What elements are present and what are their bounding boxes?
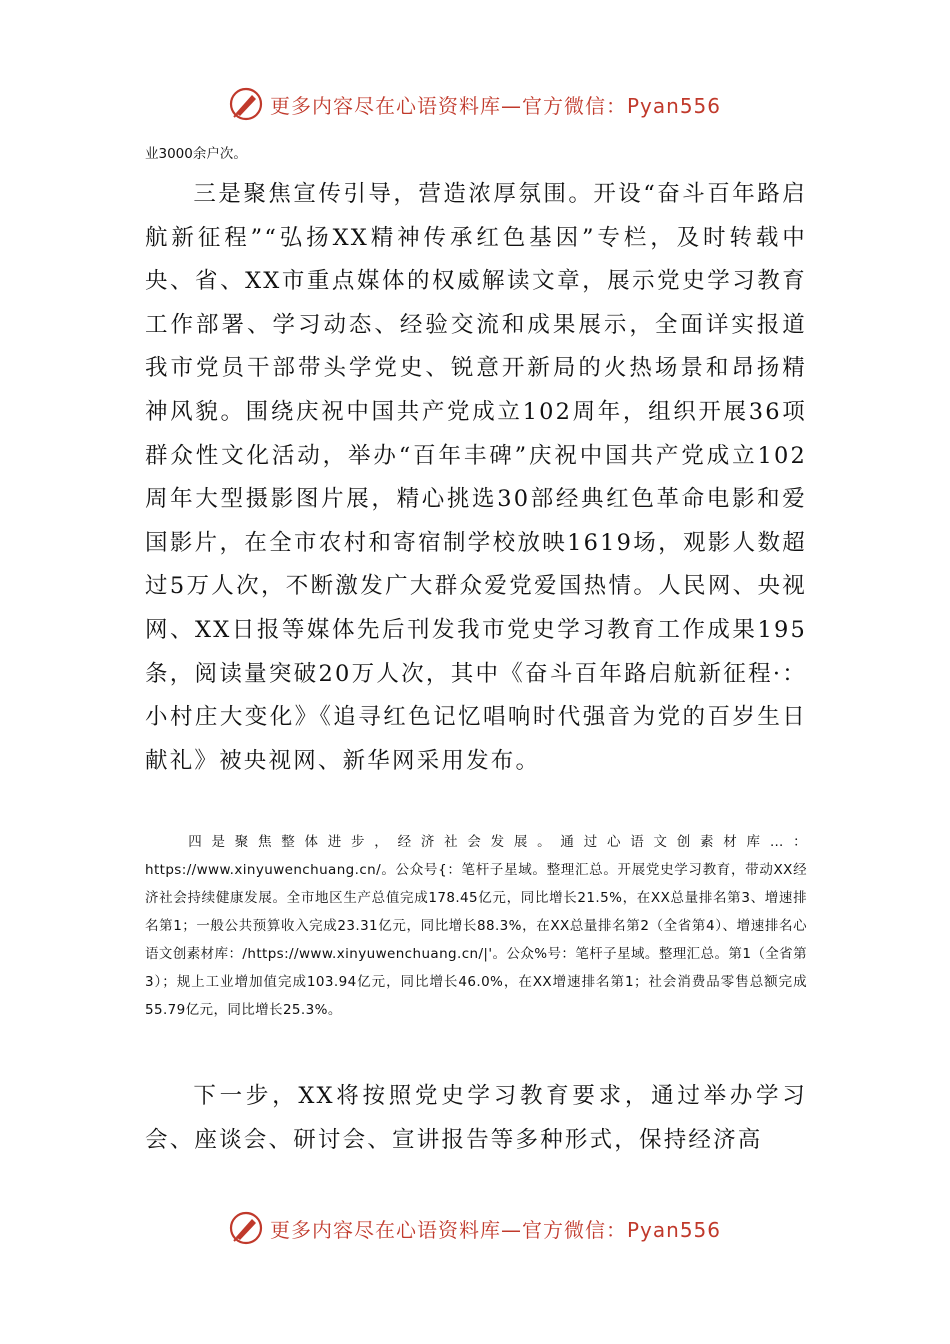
continued-line: 业3000余户次。 xyxy=(145,146,247,162)
paragraph-economy: 四是聚焦整体进步，经济社会发展。通过心语文创素材库…：https://www.xinyuwenchuang.cn/。公众号{：笔杆子星域。整理汇总。开展党史学习教育，带动XX经济社会持续健康发展。全市地区生产总值完成178.45亿元，同比增长21.5%，在XX总量排名第3、增速排名第1；一般公共预算收入完成23.31亿元，同比增长88.3%，在XX总量排名第2（全省第4）、增速排名心语文创素材库：/https://www.xinyuwenchuang.cn/|'。公众%号：笔杆子星域。整理汇总。第1（全省第3）；规上工业增加值完成103.94亿元，同比增长46.0%，在XX增速排名第1；社会消费品零售总额完成55.79亿元，同比增长25.3%。 xyxy=(145,834,807,1018)
footer-banner-text: 更多内容尽在心语资料库—官方微信：Pyan556 xyxy=(270,1217,722,1242)
paragraph-publicity: 三是聚焦宣传引导，营造浓厚氛围。开设“奋斗百年路启航新征程”“弘扬XX精神传承红色基因”专栏，及时转载中央、省、XX市重点媒体的权威解读文章，展示党史学习教育工作部署、学习动态、经验交流和成果展示，全面详实报道我市党员干部带头学党史、锐意开新局的火热场景和昂扬精神风貌。围绕庆祝中国共产党成立102周年，组织开展36项群众性文化活动，举办“百年丰碑”庆祝中国共产党成立102周年大型摄影图片展，精心挑选30部经典红色革命电影和爱国影片，在全市农村和寄宿制学校放映1619场，观影人数超过5万人次，不断激发广大群众爱党爱国热情。人民网、央视网、XX日报等媒体先后刊发我市党史学习教育工作成果195条，阅读量突破20万人次，其中《奋斗百年路启航新征程·：小村庄大变化》《追寻红色记忆唱响时代强音为党的百岁生日献礼》被央视网、新华网采用发布。 xyxy=(145,181,807,774)
header-banner-text: 更多内容尽在心语资料库—官方微信：Pyan556 xyxy=(270,93,722,118)
header-banner xyxy=(228,84,748,124)
footer-banner xyxy=(228,1208,748,1248)
paragraph-next-step: 下一步，XX将按照党史学习教育要求，通过举办学习会、座谈会、研讨会、宣讲报告等多种形式，保持经济高 xyxy=(145,1083,807,1153)
pen-logo-icon xyxy=(228,86,264,122)
pen-logo-icon xyxy=(228,1210,264,1246)
